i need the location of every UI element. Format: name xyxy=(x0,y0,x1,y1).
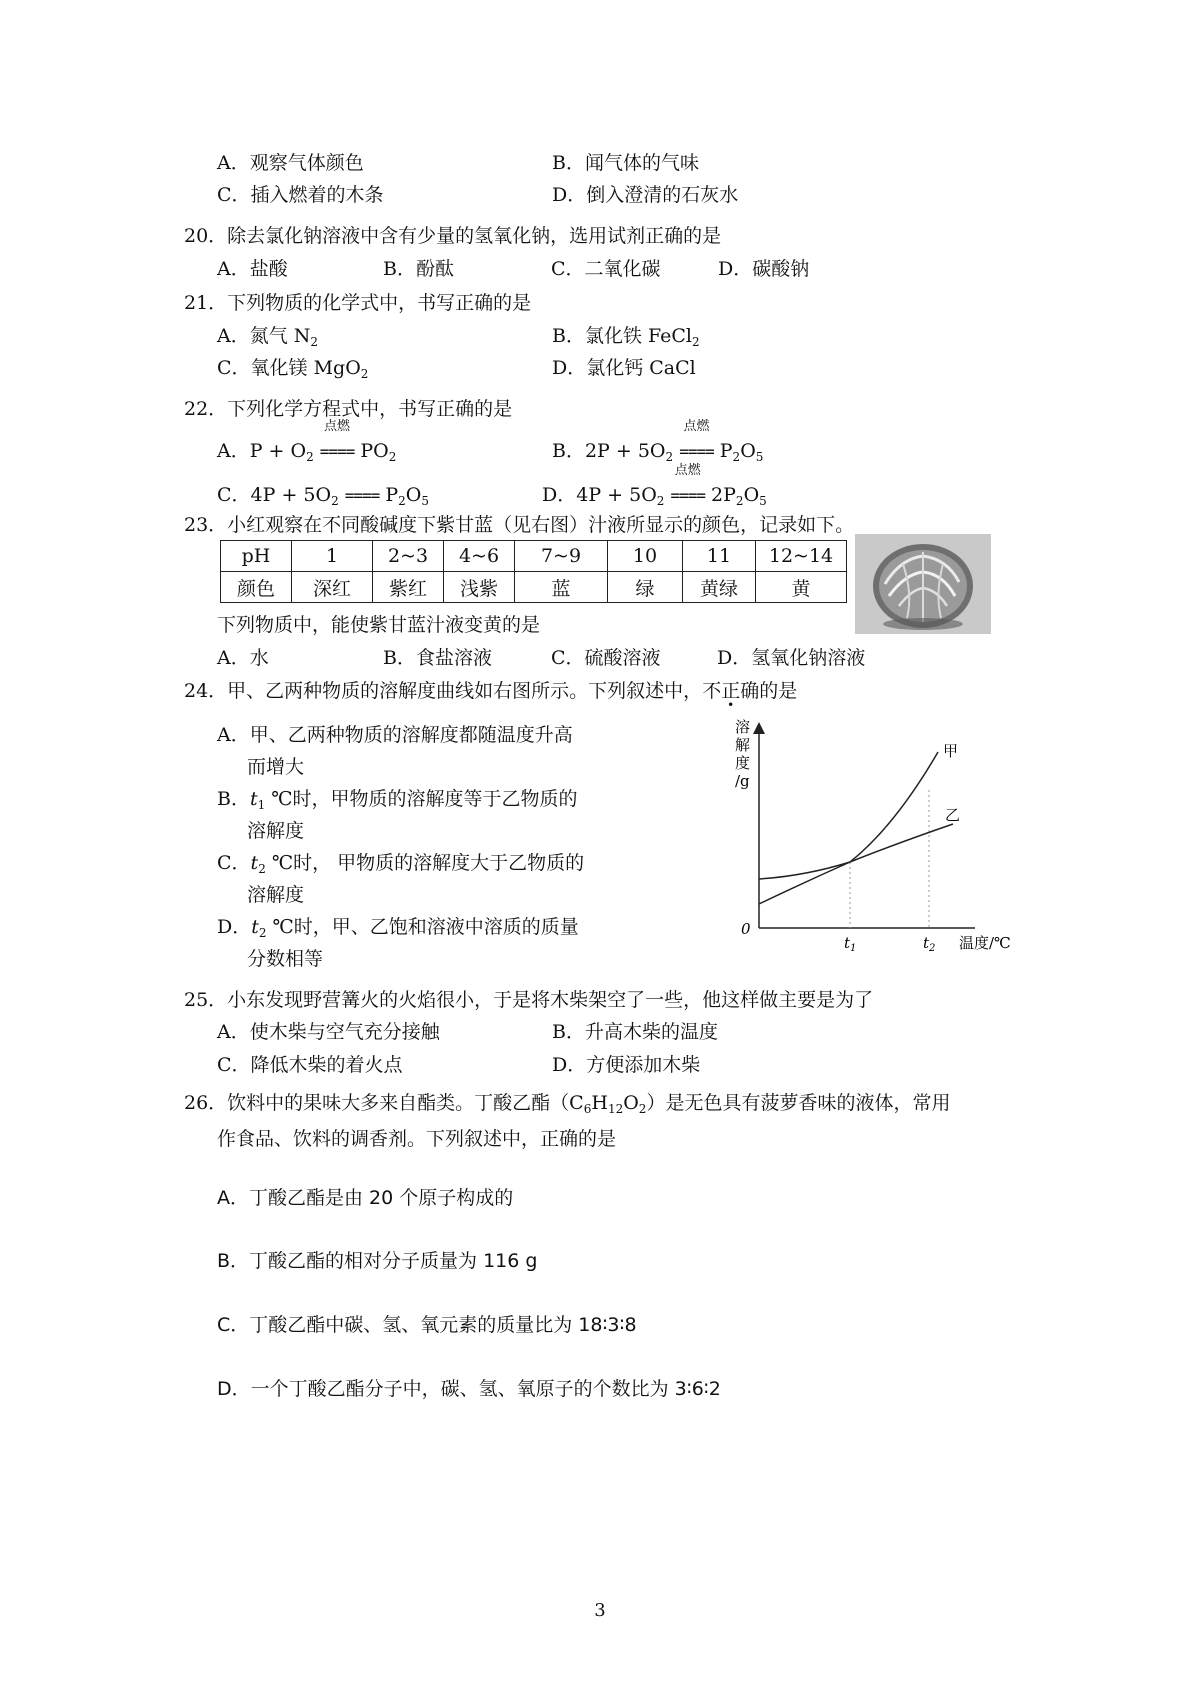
t1-label: $t_1$ xyxy=(844,934,857,954)
q21-stem: 21．下列物质的化学式中，书写正确的是 xyxy=(184,292,532,314)
q20-option-a: A．盐酸 xyxy=(217,258,288,280)
q20-option-c: C．二氧化碳 xyxy=(551,258,661,280)
q24-option-c-cont: 溶解度 xyxy=(247,884,305,906)
y-axis-label-4: /g xyxy=(735,772,750,790)
q22-option-a: A．$P + O_2$ 点燃 ==== $PO_2$ xyxy=(217,419,397,464)
table-cell: 1 xyxy=(292,541,373,572)
q26-option-c: C．丁酸乙酯中碳、氢、氧元素的质量比为 18∶3∶8 xyxy=(217,1314,637,1336)
table-cell: 浅紫 xyxy=(444,572,515,603)
q19-option-d: D．倒入澄清的石灰水 xyxy=(552,184,739,206)
q19-option-a: A．观察气体颜色 xyxy=(217,152,364,174)
y-axis-label-1: 溶 xyxy=(735,718,751,736)
q19-option-b: B．闻气体的气味 xyxy=(552,152,699,174)
q23-option-a: A．水 xyxy=(217,647,269,669)
q23-question: 下列物质中，能使紫甘蓝汁液变黄的是 xyxy=(217,614,541,636)
q24-option-c: C．$t_2$ ℃时， 甲物质的溶解度大于乙物质的 xyxy=(217,852,585,876)
table-cell: 4~6 xyxy=(444,541,515,572)
q25-option-d: D．方便添加木柴 xyxy=(552,1054,701,1076)
q23-option-c: C．硫酸溶液 xyxy=(551,647,661,669)
table-cell: 10 xyxy=(608,541,683,572)
q24-option-a-cont: 而增大 xyxy=(247,756,305,778)
q20-option-b: B．酚酞 xyxy=(383,258,454,280)
q25-option-c: C．降低木柴的着火点 xyxy=(217,1054,403,1076)
q24-option-d-cont: 分数相等 xyxy=(247,948,324,970)
y-axis-label-3: 度 xyxy=(735,754,751,772)
table-row xyxy=(221,572,847,603)
q21-option-b: B．氯化铁 FeCl$_2$ xyxy=(552,325,700,349)
q25-stem: 25．小东发现野营篝火的火焰很小，于是将木柴架空了一些，他这样做主要是为了 xyxy=(184,989,874,1011)
q25-option-a: A．使木柴与空气充分接触 xyxy=(217,1021,440,1043)
q24-option-a: A．甲、乙两种物质的溶解度都随温度升高 xyxy=(217,724,573,746)
q21-option-c: C．氧化镁 MgO$_2$ xyxy=(217,357,369,381)
q24-option-b-cont: 溶解度 xyxy=(247,820,305,842)
table-cell: 蓝 xyxy=(515,572,608,603)
table-cell: pH xyxy=(221,541,292,572)
table-cell: 绿 xyxy=(608,572,683,603)
q20-stem: 20．除去氯化钠溶液中含有少量的氢氧化钠，选用试剂正确的是 xyxy=(184,225,722,247)
q24-option-b: B．$t_1$ ℃时，甲物质的溶解度等于乙物质的 xyxy=(217,788,578,812)
q21-option-d: D．氯化钙 CaCl xyxy=(552,357,696,379)
table-cell: 颜色 xyxy=(221,572,292,603)
q20-option-d: D．碳酸钠 xyxy=(718,258,810,280)
curve-jia xyxy=(759,752,938,904)
table-cell: 黄 xyxy=(756,572,847,603)
curve-yi xyxy=(759,824,953,879)
q25-option-b: B．升高木柴的温度 xyxy=(552,1021,718,1043)
q21-option-a: A．氮气 $N_2$ xyxy=(217,325,319,349)
q26-stem: 26．饮料中的果味大多来自酯类。丁酸乙酯$(C_6H_{12}O_2)$是无色具有菠萝香味的液体，常用 xyxy=(184,1092,951,1116)
t2-label: $t_2$ xyxy=(923,934,936,954)
table-cell: 紫红 xyxy=(373,572,444,603)
q19-option-c: C．插入燃着的木条 xyxy=(217,184,384,206)
q22-stem: 22．下列化学方程式中，书写正确的是 xyxy=(184,398,513,420)
q23-option-d: D．氢氧化钠溶液 xyxy=(717,647,866,669)
ph-color-table xyxy=(220,540,847,603)
x-axis-label: 温度/℃ xyxy=(959,934,1011,952)
q26-option-d: D．一个丁酸乙酯分子中，碳、氢、氧原子的个数比为 3∶6∶2 xyxy=(217,1378,721,1400)
q23-stem: 23．小红观察在不同酸碱度下紫甘蓝（见右图）汁液所显示的颜色，记录如下。 xyxy=(184,514,855,536)
q22-option-d: D．$4P + 5O_2$ 点燃 ==== $2P_2O_5$ xyxy=(542,463,767,508)
q26-stem-cont: 作食品、饮料的调香剂。下列叙述中，正确的是 xyxy=(217,1128,617,1150)
origin-label: 0 xyxy=(741,920,751,938)
table-cell: 黄绿 xyxy=(683,572,756,603)
table-row xyxy=(221,541,847,572)
table-cell: 11 xyxy=(683,541,756,572)
q23-option-b: B．食盐溶液 xyxy=(383,647,492,669)
y-axis-label-2: 解 xyxy=(735,736,751,754)
page-number: 3 xyxy=(594,1600,606,1621)
q24-option-d: D．$t_2$ ℃时，甲、乙饱和溶液中溶质的质量 xyxy=(217,916,579,940)
q24-stem: 24．甲、乙两种物质的溶解度曲线如右图所示。下列叙述中，不正确的是 xyxy=(184,680,798,702)
curve-jia-label: 甲 xyxy=(943,742,959,760)
q22-option-b: B．$2P + 5O_2$ 点燃 ==== $P_2O_5$ xyxy=(552,419,764,464)
table-cell: 12~14 xyxy=(756,541,847,572)
q26-option-b: B．丁酸乙酯的相对分子质量为 116 g xyxy=(217,1250,538,1272)
q22-option-c: C．$4P + 5O_2$ ==== $P_2O_5$ xyxy=(217,484,429,508)
red-cabbage-photo xyxy=(855,534,991,634)
table-cell: 深红 xyxy=(292,572,373,603)
q26-option-a: A．丁酸乙酯是由 20 个原子构成的 xyxy=(217,1187,514,1209)
table-cell: 7~9 xyxy=(515,541,608,572)
solubility-curve-graph xyxy=(735,714,1035,954)
curve-yi-label: 乙 xyxy=(945,806,961,824)
table-cell: 2~3 xyxy=(373,541,444,572)
